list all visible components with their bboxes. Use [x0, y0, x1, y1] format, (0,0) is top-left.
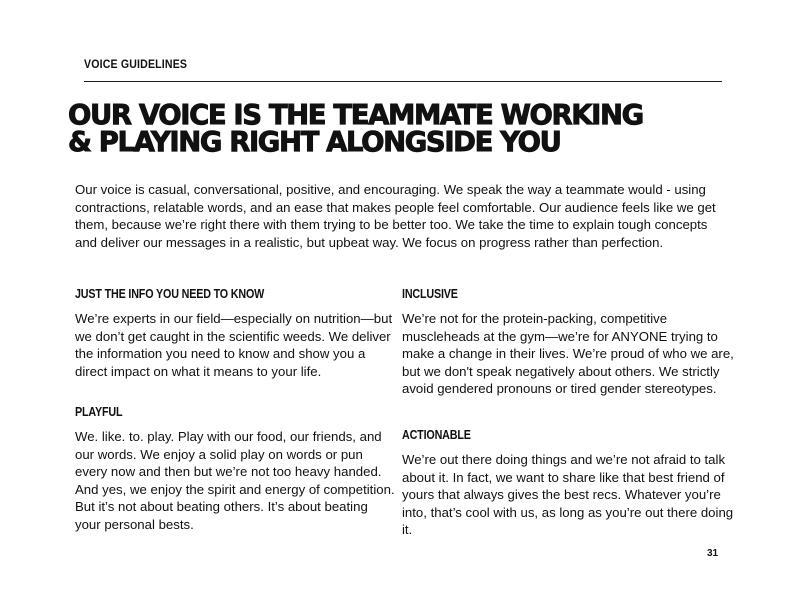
inclusive-body: We’re not for the protein-packing, competitive muscleheads at the gym—we’re for ANYONE trying to make a change in their lives. We’re proud of who we are, but we don't speak negatively about others. We strictly avoid gendered pronouns or tired gender stereotypes.	[402, 311, 734, 397]
intro-paragraph: Our voice is casual, conversational, positive, and encouraging. We speak the way a teammate would - using contractions, relatable words, and an ease that makes people feel comfortable. Our audience feels like we get them, because we’re right there with them trying to be better too. We take the time to explain tough concepts and deliver our messages in a realistic, but upbeat way. We focus on progress rather than perfection.	[75, 182, 716, 250]
actionable-body: We’re out there doing things and we’re not afraid to talk about it. In fact, we want to share like that best friend of yours that always gives the best recs. Whatever you’re into, that’s cool with us, as long as you’re out there doing it.	[402, 452, 734, 538]
info-body: We’re experts in our field—especially on nutrition—but we don’t get caught in the scientific weeds. We deliver the information you need to know and show you a direct impact on what it means to your life.	[75, 311, 393, 379]
page-number: 31	[707, 548, 719, 559]
playful-section	[75, 405, 395, 534]
header-divider	[84, 81, 722, 82]
playful-heading: PLAYFUL	[75, 405, 123, 419]
inclusive-heading: INCLUSIVE	[402, 287, 458, 301]
inclusive-section	[402, 287, 738, 398]
actionable-heading: ACTIONABLE	[402, 428, 471, 442]
info-heading: JUST THE INFO YOU NEED TO KNOW	[75, 287, 265, 301]
actionable-section	[402, 428, 738, 539]
page-title	[68, 99, 748, 158]
page-title-line-1: OUR VOICE IS THE TEAMMATE WORKING	[68, 99, 643, 131]
playful-body: We. like. to. play. Play with our food, our friends, and our words. We enjoy a solid play on words or pun every now and then but we’re not too heavy handed. And yes, we enjoy the spirit and energy of competition. But it’s not about beating others. It’s about beating your personal bests.	[75, 429, 395, 532]
info-section	[75, 287, 395, 380]
page-title-line-2: & PLAYING RIGHT ALONGSIDE YOU	[68, 126, 561, 158]
section-label: VOICE GUIDELINES	[84, 57, 188, 71]
